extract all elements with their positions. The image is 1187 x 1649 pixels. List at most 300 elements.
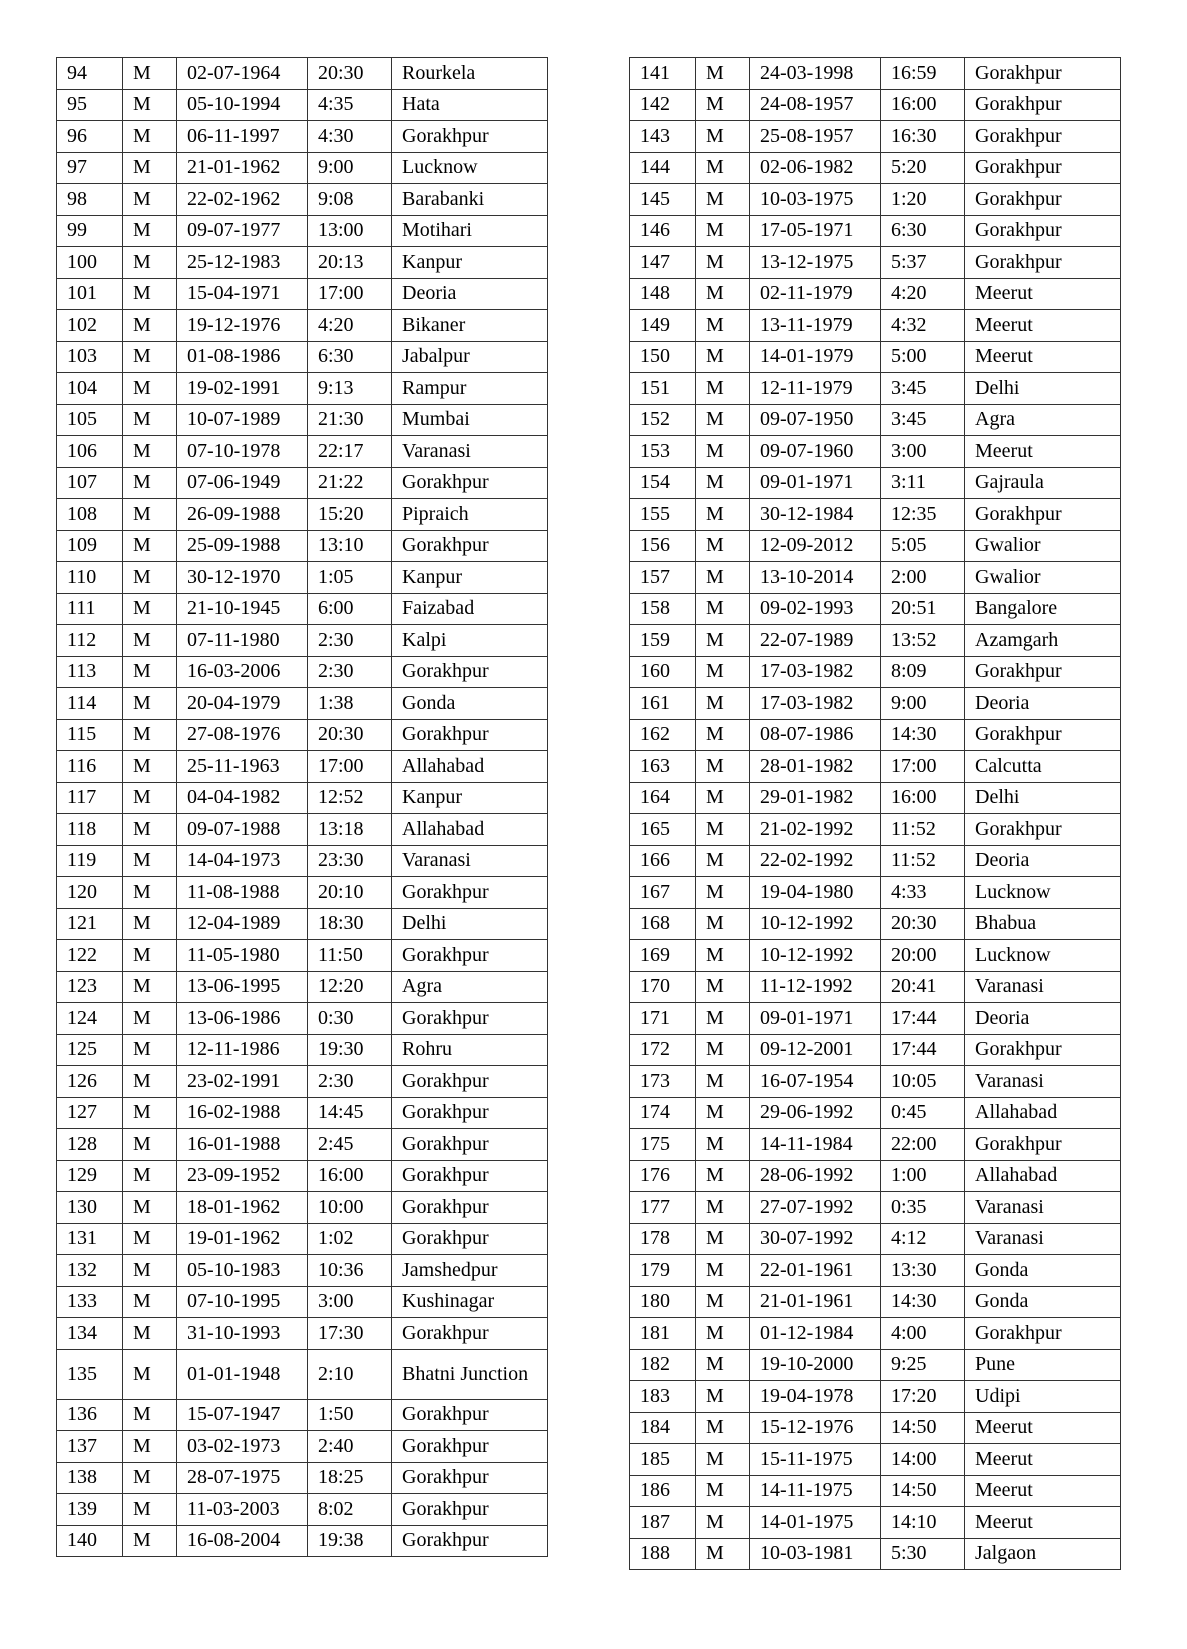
- birth-time-cell: 14:00: [881, 1444, 965, 1476]
- record-number-cell: 108: [57, 499, 123, 531]
- birth-time-cell: 9:13: [308, 373, 392, 405]
- birth-time-cell: 12:35: [881, 499, 965, 531]
- gender-cell: M: [696, 814, 750, 846]
- birth-place-cell: Varanasi: [965, 971, 1121, 1003]
- birth-place-cell: Meerut: [965, 278, 1121, 310]
- table-row: [57, 1129, 548, 1161]
- birth-time-cell: 5:00: [881, 341, 965, 373]
- table-row: [630, 247, 1121, 279]
- birth-place-cell: Gorakhpur: [965, 1034, 1121, 1066]
- table-row: [630, 656, 1121, 688]
- record-number-cell: 119: [57, 845, 123, 877]
- birth-time-cell: 14:30: [881, 719, 965, 751]
- gender-cell: M: [696, 278, 750, 310]
- birth-place-cell: Hata: [392, 89, 548, 121]
- record-number-cell: 169: [630, 940, 696, 972]
- birth-date-cell: 16-07-1954: [750, 1066, 881, 1098]
- table-row: [57, 530, 548, 562]
- table-row: [57, 373, 548, 405]
- record-number-cell: 142: [630, 89, 696, 121]
- birth-time-cell: 6:30: [881, 215, 965, 247]
- birth-time-cell: 14:50: [881, 1475, 965, 1507]
- gender-cell: M: [123, 1318, 177, 1350]
- gender-cell: M: [696, 1129, 750, 1161]
- table-row: [57, 247, 548, 279]
- birth-place-cell: Deoria: [965, 1003, 1121, 1035]
- record-number-cell: 134: [57, 1318, 123, 1350]
- birth-date-cell: 13-06-1986: [177, 1003, 308, 1035]
- table-row: [57, 625, 548, 657]
- birth-place-cell: Gorakhpur: [392, 1462, 548, 1494]
- record-number-cell: 148: [630, 278, 696, 310]
- table-row: [630, 121, 1121, 153]
- birth-place-cell: Allahabad: [392, 751, 548, 783]
- gender-cell: M: [123, 467, 177, 499]
- gender-cell: M: [696, 467, 750, 499]
- birth-time-cell: 17:44: [881, 1003, 965, 1035]
- record-number-cell: 114: [57, 688, 123, 720]
- birth-place-cell: Meerut: [965, 1412, 1121, 1444]
- table-row: [630, 1160, 1121, 1192]
- birth-place-cell: Rohru: [392, 1034, 548, 1066]
- record-number-cell: 105: [57, 404, 123, 436]
- record-number-cell: 179: [630, 1255, 696, 1287]
- gender-cell: M: [123, 1066, 177, 1098]
- birth-place-cell: Barabanki: [392, 184, 548, 216]
- table-row: [630, 152, 1121, 184]
- table-row: [57, 782, 548, 814]
- record-number-cell: 164: [630, 782, 696, 814]
- birth-time-cell: 4:30: [308, 121, 392, 153]
- table-row: [57, 877, 548, 909]
- record-number-cell: 107: [57, 467, 123, 499]
- gender-cell: M: [696, 625, 750, 657]
- table-row: [57, 1349, 548, 1399]
- record-number-cell: 165: [630, 814, 696, 846]
- birth-place-cell: Allahabad: [392, 814, 548, 846]
- birth-date-cell: 09-07-1950: [750, 404, 881, 436]
- birth-time-cell: 20:30: [308, 719, 392, 751]
- table-row: [630, 940, 1121, 972]
- gender-cell: M: [696, 373, 750, 405]
- birth-place-cell: Allahabad: [965, 1160, 1121, 1192]
- birth-time-cell: 0:45: [881, 1097, 965, 1129]
- birth-date-cell: 15-12-1976: [750, 1412, 881, 1444]
- table-row: [630, 1349, 1121, 1381]
- record-number-cell: 103: [57, 341, 123, 373]
- birth-time-cell: 5:30: [881, 1538, 965, 1570]
- birth-date-cell: 02-06-1982: [750, 152, 881, 184]
- table-row: [630, 1318, 1121, 1350]
- table-row: [57, 1003, 548, 1035]
- birth-date-cell: 13-11-1979: [750, 310, 881, 342]
- birth-date-cell: 13-10-2014: [750, 562, 881, 594]
- gender-cell: M: [123, 1525, 177, 1557]
- table-row: [57, 593, 548, 625]
- birth-time-cell: 8:02: [308, 1494, 392, 1526]
- birth-place-cell: Agra: [392, 971, 548, 1003]
- birth-date-cell: 28-06-1992: [750, 1160, 881, 1192]
- birth-time-cell: 17:20: [881, 1381, 965, 1413]
- birth-time-cell: 1:38: [308, 688, 392, 720]
- table-body-right: [630, 58, 1121, 1570]
- record-number-cell: 124: [57, 1003, 123, 1035]
- record-number-cell: 170: [630, 971, 696, 1003]
- birth-time-cell: 13:00: [308, 215, 392, 247]
- table-row: [630, 215, 1121, 247]
- birth-time-cell: 4:20: [881, 278, 965, 310]
- birth-place-cell: Udipi: [965, 1381, 1121, 1413]
- table-row: [57, 1286, 548, 1318]
- gender-cell: M: [123, 404, 177, 436]
- table-row: [57, 688, 548, 720]
- record-number-cell: 144: [630, 152, 696, 184]
- record-number-cell: 147: [630, 247, 696, 279]
- gender-cell: M: [123, 1349, 177, 1399]
- table-row: [630, 58, 1121, 90]
- birth-place-cell: Varanasi: [392, 845, 548, 877]
- gender-cell: M: [696, 719, 750, 751]
- table-row: [630, 89, 1121, 121]
- gender-cell: M: [696, 1381, 750, 1413]
- gender-cell: M: [123, 656, 177, 688]
- record-number-cell: 123: [57, 971, 123, 1003]
- birth-time-cell: 19:38: [308, 1525, 392, 1557]
- birth-time-cell: 4:32: [881, 310, 965, 342]
- birth-place-cell: Gonda: [392, 688, 548, 720]
- record-number-cell: 115: [57, 719, 123, 751]
- birth-place-cell: Gorakhpur: [392, 1399, 548, 1431]
- birth-time-cell: 14:45: [308, 1097, 392, 1129]
- birth-time-cell: 11:52: [881, 845, 965, 877]
- gender-cell: M: [696, 1286, 750, 1318]
- table-row: [630, 499, 1121, 531]
- gender-cell: M: [696, 845, 750, 877]
- birth-time-cell: 5:37: [881, 247, 965, 279]
- birth-date-cell: 22-02-1992: [750, 845, 881, 877]
- birth-time-cell: 20:10: [308, 877, 392, 909]
- birth-place-cell: Agra: [965, 404, 1121, 436]
- table-row: [630, 1286, 1121, 1318]
- birth-place-cell: Lucknow: [392, 152, 548, 184]
- gender-cell: M: [123, 1003, 177, 1035]
- record-number-cell: 130: [57, 1192, 123, 1224]
- table-row: [630, 1255, 1121, 1287]
- birth-date-cell: 11-08-1988: [177, 877, 308, 909]
- gender-cell: M: [696, 1318, 750, 1350]
- birth-place-cell: Gorakhpur: [965, 1129, 1121, 1161]
- record-number-cell: 149: [630, 310, 696, 342]
- gender-cell: M: [696, 593, 750, 625]
- birth-date-cell: 19-01-1962: [177, 1223, 308, 1255]
- birth-date-cell: 28-01-1982: [750, 751, 881, 783]
- birth-date-cell: 25-12-1983: [177, 247, 308, 279]
- birth-date-cell: 12-11-1986: [177, 1034, 308, 1066]
- birth-date-cell: 30-07-1992: [750, 1223, 881, 1255]
- table-row: [57, 1399, 548, 1431]
- gender-cell: M: [123, 1034, 177, 1066]
- table-row: [630, 1538, 1121, 1570]
- table-row: [630, 278, 1121, 310]
- record-number-cell: 96: [57, 121, 123, 153]
- record-number-cell: 185: [630, 1444, 696, 1476]
- birth-time-cell: 9:00: [308, 152, 392, 184]
- birth-time-cell: 20:41: [881, 971, 965, 1003]
- record-number-cell: 155: [630, 499, 696, 531]
- birth-date-cell: 15-11-1975: [750, 1444, 881, 1476]
- birth-date-cell: 25-09-1988: [177, 530, 308, 562]
- gender-cell: M: [696, 1160, 750, 1192]
- birth-time-cell: 12:52: [308, 782, 392, 814]
- birth-time-cell: 20:00: [881, 940, 965, 972]
- record-number-cell: 109: [57, 530, 123, 562]
- birth-date-cell: 01-01-1948: [177, 1349, 308, 1399]
- table-row: [630, 593, 1121, 625]
- birth-time-cell: 13:18: [308, 814, 392, 846]
- gender-cell: M: [123, 1255, 177, 1287]
- table-row: [630, 1444, 1121, 1476]
- birth-date-cell: 19-12-1976: [177, 310, 308, 342]
- birth-time-cell: 20:51: [881, 593, 965, 625]
- table-row: [630, 373, 1121, 405]
- gender-cell: M: [123, 278, 177, 310]
- birth-date-cell: 07-10-1995: [177, 1286, 308, 1318]
- table-row: [57, 1223, 548, 1255]
- birth-time-cell: 16:59: [881, 58, 965, 90]
- gender-cell: M: [696, 1349, 750, 1381]
- birth-place-cell: Gorakhpur: [392, 121, 548, 153]
- birth-place-cell: Delhi: [965, 373, 1121, 405]
- record-number-cell: 98: [57, 184, 123, 216]
- birth-time-cell: 8:09: [881, 656, 965, 688]
- gender-cell: M: [696, 310, 750, 342]
- birth-time-cell: 20:13: [308, 247, 392, 279]
- table-row: [630, 1381, 1121, 1413]
- table-row: [630, 1412, 1121, 1444]
- gender-cell: M: [696, 341, 750, 373]
- birth-place-cell: Meerut: [965, 341, 1121, 373]
- birth-date-cell: 10-12-1992: [750, 908, 881, 940]
- record-number-cell: 141: [630, 58, 696, 90]
- birth-date-cell: 06-11-1997: [177, 121, 308, 153]
- birth-time-cell: 19:30: [308, 1034, 392, 1066]
- birth-date-cell: 27-07-1992: [750, 1192, 881, 1224]
- gender-cell: M: [696, 1192, 750, 1224]
- gender-cell: M: [696, 1255, 750, 1287]
- birth-place-cell: Kanpur: [392, 247, 548, 279]
- gender-cell: M: [696, 562, 750, 594]
- table-row: [57, 1160, 548, 1192]
- birth-date-cell: 07-11-1980: [177, 625, 308, 657]
- table-row: [57, 971, 548, 1003]
- birth-place-cell: Gwalior: [965, 562, 1121, 594]
- table-row: [630, 1066, 1121, 1098]
- record-number-cell: 157: [630, 562, 696, 594]
- gender-cell: M: [696, 184, 750, 216]
- gender-cell: M: [696, 940, 750, 972]
- birth-date-cell: 18-01-1962: [177, 1192, 308, 1224]
- birth-place-cell: Gorakhpur: [392, 656, 548, 688]
- birth-date-cell: 22-01-1961: [750, 1255, 881, 1287]
- birth-date-cell: 13-12-1975: [750, 247, 881, 279]
- record-number-cell: 184: [630, 1412, 696, 1444]
- table-row: [630, 1507, 1121, 1539]
- birth-date-cell: 03-02-1973: [177, 1431, 308, 1463]
- gender-cell: M: [696, 782, 750, 814]
- gender-cell: M: [696, 656, 750, 688]
- record-number-cell: 145: [630, 184, 696, 216]
- birth-records-table-right: [629, 57, 1121, 1570]
- table-row: [57, 278, 548, 310]
- record-number-cell: 118: [57, 814, 123, 846]
- birth-time-cell: 4:33: [881, 877, 965, 909]
- birth-time-cell: 6:00: [308, 593, 392, 625]
- gender-cell: M: [696, 1412, 750, 1444]
- table-row: [57, 1255, 548, 1287]
- gender-cell: M: [696, 751, 750, 783]
- gender-cell: M: [696, 1475, 750, 1507]
- birth-date-cell: 19-04-1980: [750, 877, 881, 909]
- record-number-cell: 166: [630, 845, 696, 877]
- birth-time-cell: 11:50: [308, 940, 392, 972]
- table-row: [57, 1525, 548, 1557]
- birth-date-cell: 24-08-1957: [750, 89, 881, 121]
- table-row: [57, 467, 548, 499]
- birth-place-cell: Gonda: [965, 1286, 1121, 1318]
- record-number-cell: 127: [57, 1097, 123, 1129]
- gender-cell: M: [123, 751, 177, 783]
- birth-time-cell: 2:40: [308, 1431, 392, 1463]
- birth-time-cell: 1:05: [308, 562, 392, 594]
- table-row: [57, 1034, 548, 1066]
- birth-place-cell: Gonda: [965, 1255, 1121, 1287]
- birth-time-cell: 3:00: [308, 1286, 392, 1318]
- birth-place-cell: Delhi: [965, 782, 1121, 814]
- birth-place-cell: Lucknow: [965, 940, 1121, 972]
- birth-place-cell: Gorakhpur: [392, 1223, 548, 1255]
- birth-time-cell: 18:25: [308, 1462, 392, 1494]
- table-row: [630, 719, 1121, 751]
- birth-time-cell: 17:00: [308, 751, 392, 783]
- gender-cell: M: [123, 719, 177, 751]
- gender-cell: M: [696, 530, 750, 562]
- gender-cell: M: [123, 247, 177, 279]
- birth-time-cell: 10:00: [308, 1192, 392, 1224]
- table-row: [630, 310, 1121, 342]
- birth-place-cell: Gwalior: [965, 530, 1121, 562]
- record-number-cell: 131: [57, 1223, 123, 1255]
- gender-cell: M: [123, 877, 177, 909]
- record-number-cell: 133: [57, 1286, 123, 1318]
- birth-date-cell: 02-11-1979: [750, 278, 881, 310]
- birth-date-cell: 29-06-1992: [750, 1097, 881, 1129]
- record-number-cell: 163: [630, 751, 696, 783]
- birth-place-cell: Gorakhpur: [965, 499, 1121, 531]
- birth-place-cell: Kanpur: [392, 782, 548, 814]
- birth-date-cell: 22-07-1989: [750, 625, 881, 657]
- record-number-cell: 161: [630, 688, 696, 720]
- birth-date-cell: 09-01-1971: [750, 1003, 881, 1035]
- birth-time-cell: 2:00: [881, 562, 965, 594]
- table-row: [630, 1097, 1121, 1129]
- record-number-cell: 95: [57, 89, 123, 121]
- record-number-cell: 97: [57, 152, 123, 184]
- birth-date-cell: 25-08-1957: [750, 121, 881, 153]
- birth-date-cell: 05-10-1983: [177, 1255, 308, 1287]
- birth-time-cell: 16:30: [881, 121, 965, 153]
- table-row: [630, 1192, 1121, 1224]
- birth-place-cell: Gorakhpur: [965, 814, 1121, 846]
- birth-time-cell: 4:35: [308, 89, 392, 121]
- birth-date-cell: 30-12-1984: [750, 499, 881, 531]
- gender-cell: M: [696, 436, 750, 468]
- birth-time-cell: 18:30: [308, 908, 392, 940]
- gender-cell: M: [696, 404, 750, 436]
- table-body-left: [57, 58, 548, 1557]
- birth-date-cell: 11-05-1980: [177, 940, 308, 972]
- birth-date-cell: 23-09-1952: [177, 1160, 308, 1192]
- gender-cell: M: [123, 688, 177, 720]
- table-row: [630, 908, 1121, 940]
- birth-place-cell: Gorakhpur: [965, 247, 1121, 279]
- birth-place-cell: Rampur: [392, 373, 548, 405]
- birth-time-cell: 16:00: [881, 782, 965, 814]
- gender-cell: M: [123, 625, 177, 657]
- birth-time-cell: 6:30: [308, 341, 392, 373]
- table-row: [630, 1034, 1121, 1066]
- birth-place-cell: Gorakhpur: [965, 215, 1121, 247]
- gender-cell: M: [123, 1192, 177, 1224]
- table-row: [630, 467, 1121, 499]
- gender-cell: M: [123, 89, 177, 121]
- birth-time-cell: 2:10: [308, 1349, 392, 1399]
- birth-date-cell: 08-07-1986: [750, 719, 881, 751]
- birth-date-cell: 04-04-1982: [177, 782, 308, 814]
- table-row: [57, 751, 548, 783]
- gender-cell: M: [696, 89, 750, 121]
- birth-place-cell: Pipraich: [392, 499, 548, 531]
- record-number-cell: 158: [630, 593, 696, 625]
- gender-cell: M: [696, 877, 750, 909]
- birth-time-cell: 3:45: [881, 404, 965, 436]
- gender-cell: M: [696, 1066, 750, 1098]
- birth-date-cell: 21-10-1945: [177, 593, 308, 625]
- table-row: [630, 562, 1121, 594]
- table-row: [57, 404, 548, 436]
- birth-date-cell: 09-02-1993: [750, 593, 881, 625]
- table-row: [630, 814, 1121, 846]
- table-row: [57, 1318, 548, 1350]
- table-row: [57, 436, 548, 468]
- birth-date-cell: 28-07-1975: [177, 1462, 308, 1494]
- record-number-cell: 186: [630, 1475, 696, 1507]
- gender-cell: M: [123, 341, 177, 373]
- record-number-cell: 122: [57, 940, 123, 972]
- birth-date-cell: 19-04-1978: [750, 1381, 881, 1413]
- birth-date-cell: 21-02-1992: [750, 814, 881, 846]
- birth-place-cell: Gorakhpur: [392, 1003, 548, 1035]
- birth-time-cell: 4:00: [881, 1318, 965, 1350]
- table-row: [630, 877, 1121, 909]
- birth-place-cell: Rourkela: [392, 58, 548, 90]
- record-number-cell: 176: [630, 1160, 696, 1192]
- birth-time-cell: 16:00: [881, 89, 965, 121]
- birth-date-cell: 05-10-1994: [177, 89, 308, 121]
- gender-cell: M: [123, 121, 177, 153]
- birth-time-cell: 10:05: [881, 1066, 965, 1098]
- record-number-cell: 160: [630, 656, 696, 688]
- table-row: [57, 814, 548, 846]
